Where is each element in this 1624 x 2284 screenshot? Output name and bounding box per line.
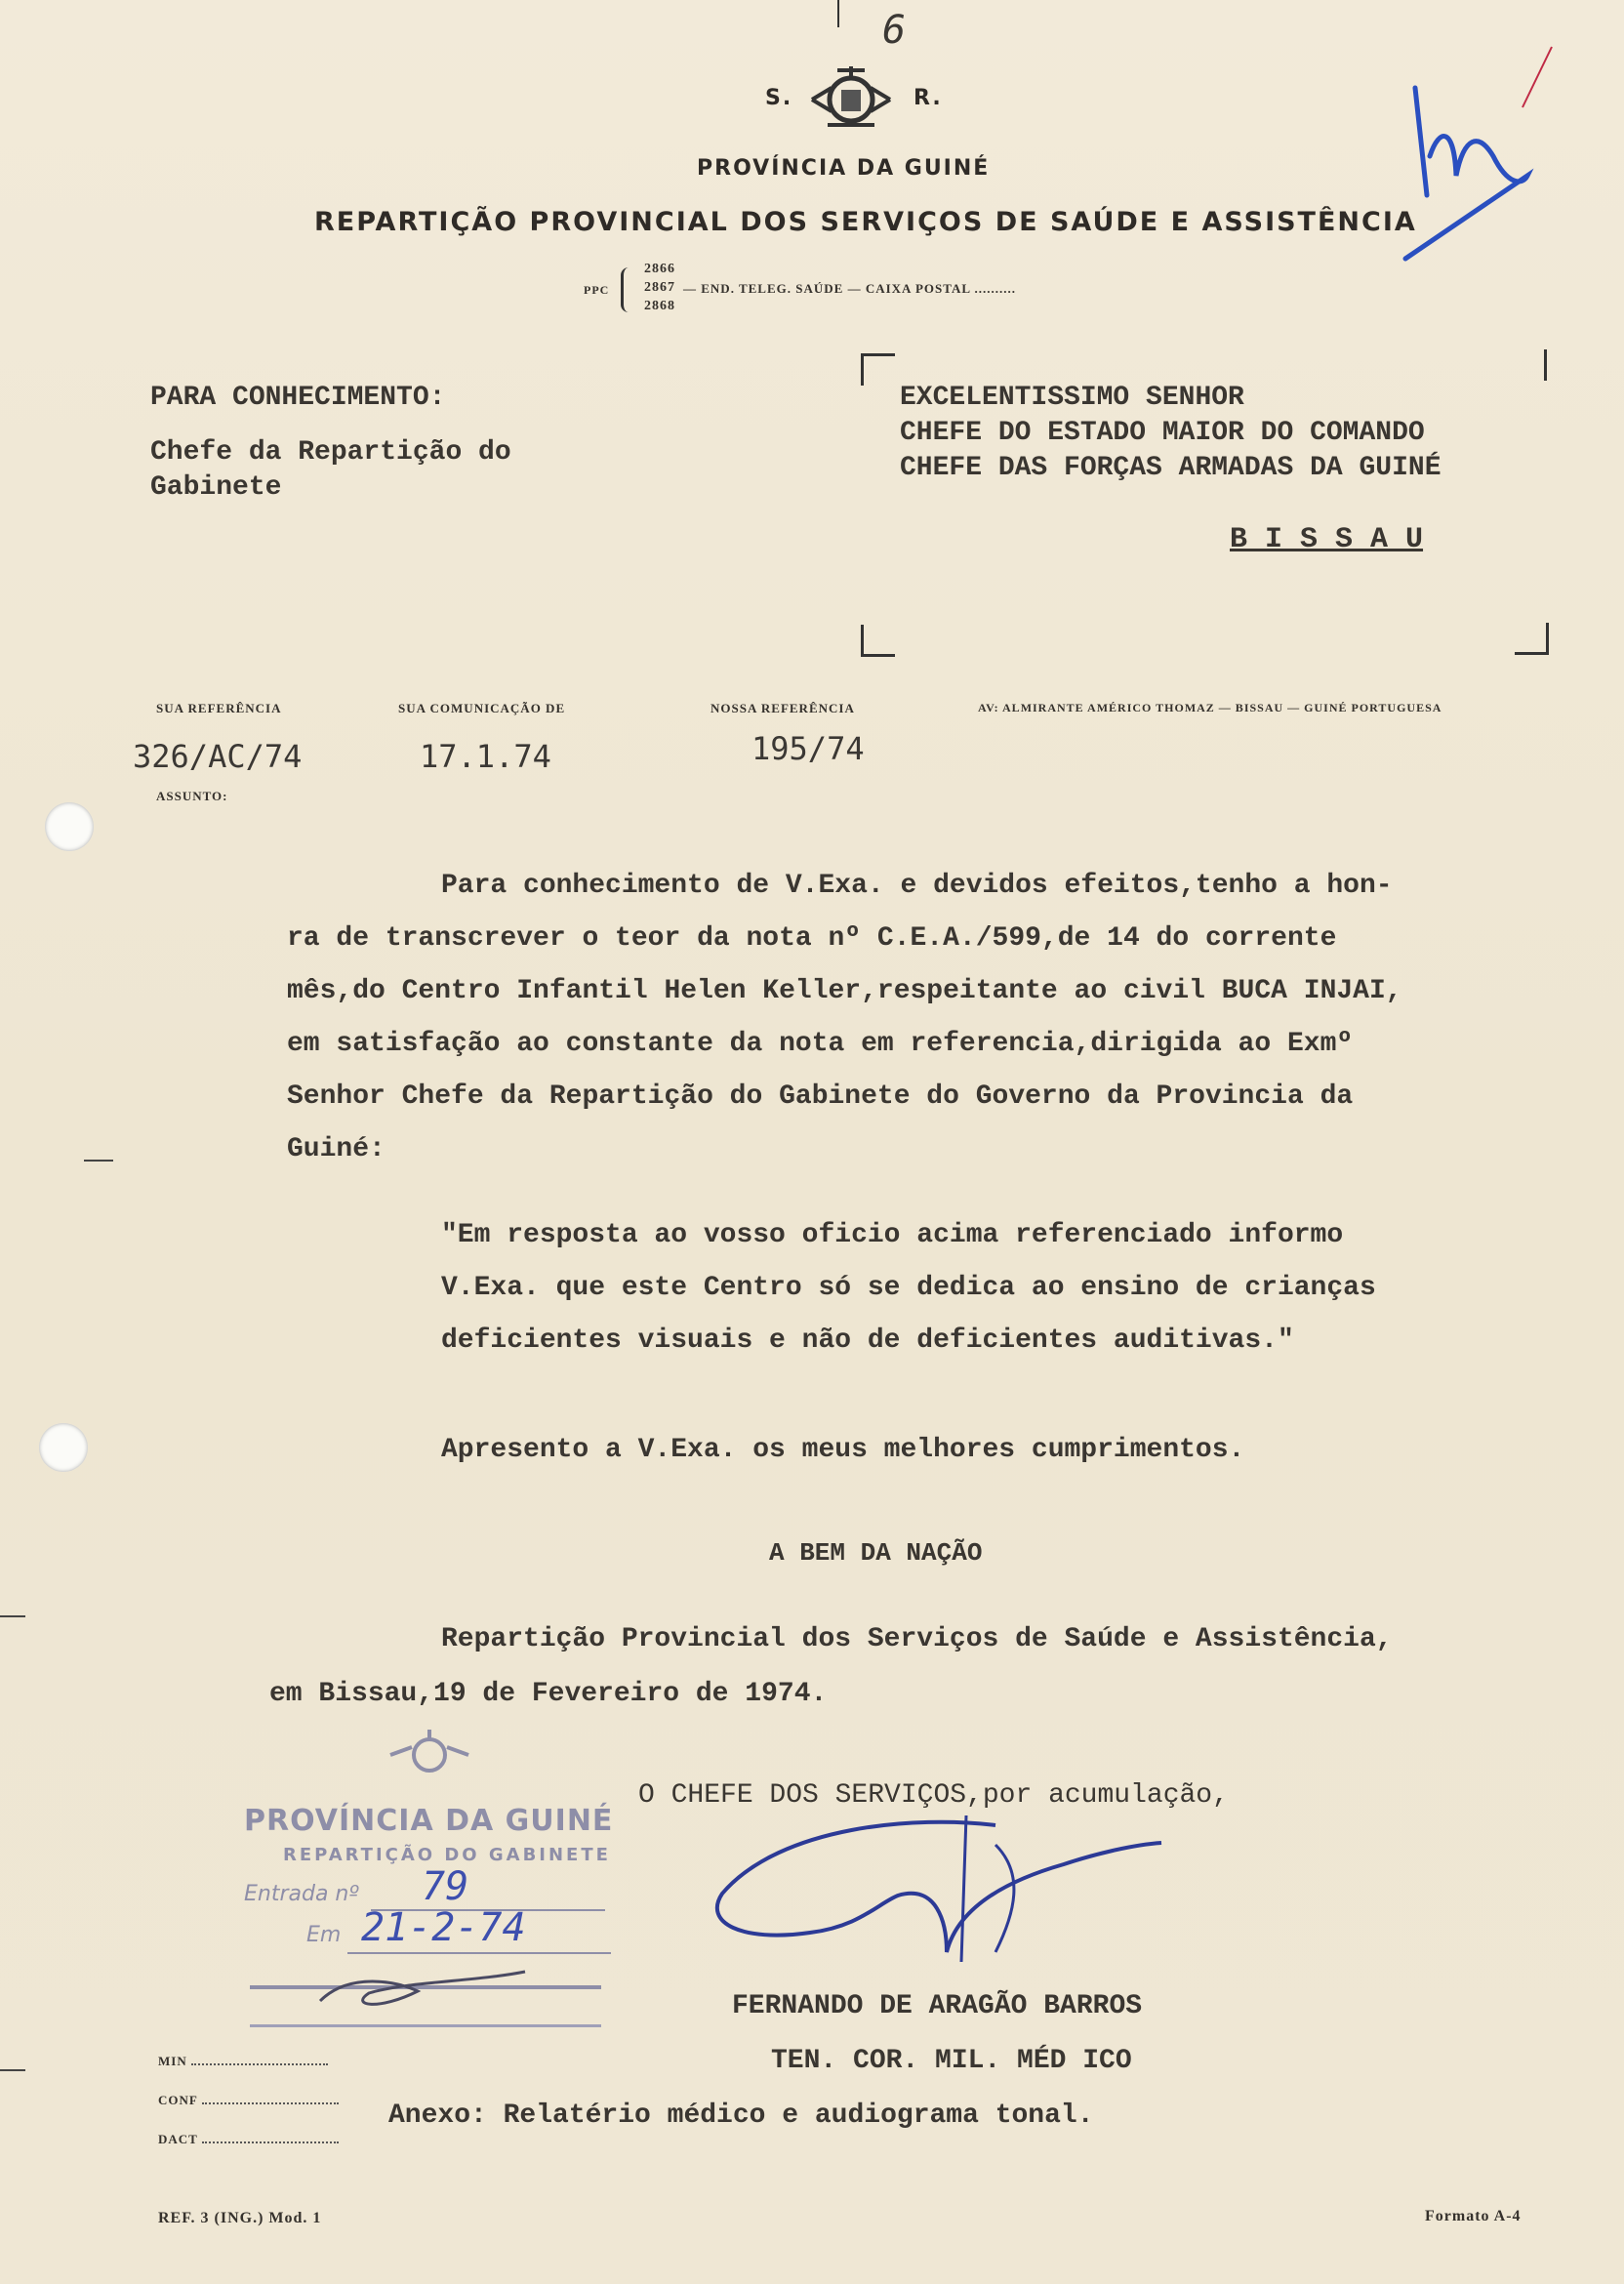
addressee-line3: CHEFE DAS FORÇAS ARMADAS DA GUINÉ xyxy=(900,453,1441,483)
phone-1: 2866 xyxy=(644,262,675,276)
province-title: PROVÍNCIA DA GUINÉ xyxy=(697,156,991,181)
stamp-entry-number: 79 xyxy=(422,1864,469,1909)
dact-text: DACT xyxy=(158,2132,198,2146)
dact-label xyxy=(158,2132,339,2147)
quote-line2: V.Exa. que este Centro só se dedica ao ensino de crianças xyxy=(441,1273,1376,1303)
body-p1-line4: em satisfação ao constante da nota em referencia,dirigida ao Exmº xyxy=(287,1029,1354,1059)
cc-line2: Gabinete xyxy=(150,472,282,503)
signatory-title: TEN. COR. MIL. MÉD ICO xyxy=(771,2046,1132,2076)
coat-of-arms-icon xyxy=(802,61,900,139)
addressee-line2: CHEFE DO ESTADO MAIOR DO COMANDO xyxy=(900,418,1425,448)
signature-role: O CHEFE DOS SERVIÇOS,por acumulação, xyxy=(638,1780,1229,1811)
stamp-entry-label: Entrada nº xyxy=(244,1882,359,1906)
paper-format: Formato A-4 xyxy=(1425,2208,1522,2224)
office-address: AV: ALMIRANTE AMÉRICO THOMAZ — BISSAU — GUINÉ PORTUGUESA xyxy=(978,701,1442,714)
contact-line: — END. TELEG. SAÚDE — CAIXA POSTAL .......... xyxy=(683,281,1017,296)
margin-mark xyxy=(84,1160,113,1162)
conf-label xyxy=(158,2093,339,2108)
conf-field xyxy=(202,2102,339,2104)
sua-referencia-label: SUA REFERÊNCIA xyxy=(156,701,282,715)
regards-line: Apresento a V.Exa. os meus melhores cumprimentos. xyxy=(441,1435,1245,1465)
min-label xyxy=(158,2054,328,2069)
window-corner-bl xyxy=(861,625,895,657)
sr-right: R. xyxy=(914,86,943,110)
place-line1: Repartição Provincial dos Serviços de Saúde e Assistência, xyxy=(441,1624,1393,1654)
conf-text: CONF xyxy=(158,2093,198,2107)
min-text: MIN xyxy=(158,2054,187,2068)
top-tick xyxy=(837,0,839,27)
dact-field xyxy=(202,2141,339,2143)
min-field xyxy=(191,2063,328,2065)
punch-hole-top xyxy=(45,802,94,851)
sua-comunicacao-value: 17.1.74 xyxy=(420,738,551,775)
punch-hole-bottom xyxy=(39,1423,88,1472)
form-reference: REF. 3 (ING.) Mod. 1 xyxy=(158,2210,322,2226)
stamp-date-value: 21-2-74 xyxy=(361,1905,526,1950)
body-p1-line5: Senhor Chefe da Repartição do Gabinete do Governo da Provincia da xyxy=(287,1081,1354,1112)
addressee-line1: EXCELENTISSIMO SENHOR xyxy=(900,383,1244,413)
stamp-line2: REPARTIÇÃO DO GABINETE xyxy=(283,1845,611,1865)
assunto-label: ASSUNTO: xyxy=(156,789,228,803)
phone-3: 2868 xyxy=(644,299,675,313)
stamp-line1: PROVÍNCIA DA GUINÉ xyxy=(244,1804,614,1838)
body-p1-line1: Para conhecimento de V.Exa. e devidos efeitos,tenho a hon- xyxy=(441,871,1393,901)
margin-mark xyxy=(0,1615,25,1617)
motto: A BEM DA NAÇÃO xyxy=(769,1538,983,1568)
nossa-referencia-value: 195/74 xyxy=(751,730,865,767)
sua-referencia-value: 326/AC/74 xyxy=(133,738,303,775)
stamp-crest-icon xyxy=(383,1726,476,1778)
handwritten-initials-icon xyxy=(1386,39,1562,273)
window-corner-tr xyxy=(1513,349,1547,381)
body-p1-line2: ra de transcrever o teor da nota nº C.E.A./599,de 14 do corrente xyxy=(287,923,1337,954)
ppc-brace xyxy=(621,267,633,312)
stamp-date-label: Em xyxy=(306,1923,342,1947)
body-p1-line6: Guiné: xyxy=(287,1134,386,1164)
signatory-name: FERNANDO DE ARAGÃO BARROS xyxy=(732,1991,1143,2021)
sr-left: S. xyxy=(765,86,793,110)
quote-line3: deficientes visuais e não de deficientes auditivas." xyxy=(441,1326,1294,1356)
nossa-referencia-label: NOSSA REFERÊNCIA xyxy=(710,701,855,715)
ppc-label: PPC xyxy=(584,283,610,297)
cc-line1: Chefe da Repartição do xyxy=(150,437,511,468)
phone-2: 2867 xyxy=(644,280,675,295)
signature-icon xyxy=(703,1806,1171,1981)
addressee-city: B I S S A U xyxy=(1230,523,1424,556)
body-p1-line3: mês,do Centro Infantil Helen Keller,respeitante ao civil BUCA INJAI, xyxy=(287,976,1402,1006)
margin-mark xyxy=(0,2069,25,2071)
annex-line: Anexo: Relatério médico e audiograma tonal. xyxy=(388,2100,1094,2131)
sua-comunicacao-label: SUA COMUNICAÇÃO DE xyxy=(398,701,566,715)
quote-line1: "Em resposta ao vosso oficio acima referenciado informo xyxy=(441,1220,1344,1250)
cc-label: PARA CONHECIMENTO: xyxy=(150,383,446,413)
place-line2: em Bissau,19 de Fevereiro de 1974. xyxy=(269,1679,828,1709)
folio-number: 6 xyxy=(882,8,907,53)
window-corner-tl xyxy=(861,353,895,386)
stamp-initials-icon xyxy=(310,1952,554,2030)
department-title: REPARTIÇÃO PROVINCIAL DOS SERVIÇOS DE SAÚDE E ASSISTÊNCIA xyxy=(314,207,1417,237)
window-corner-br xyxy=(1515,623,1549,655)
